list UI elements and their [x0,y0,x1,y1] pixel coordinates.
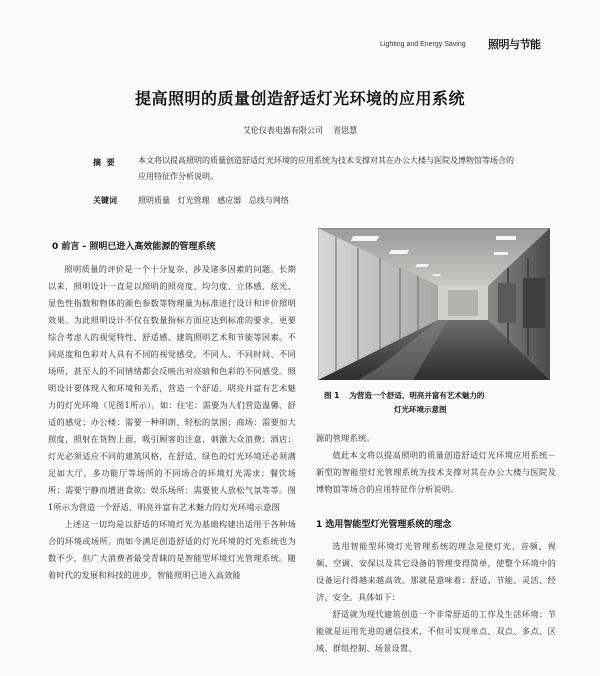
right-column-body [316,430,556,498]
figure-1-caption-line-2: 灯光环境示意图 [394,405,447,414]
figure-1-caption-line-1: 为营造一个舒适、明亮并富有艺术魅力的 [349,391,485,400]
running-header-english: Lighting and Energy Saving [380,41,466,48]
continued-text: 源的管理系统。 [316,433,375,443]
abstract-label: 摘 要 [93,158,115,167]
section-1-paragraph-1: 选用智能型环境灯光管理系统的理念是使灯光、音频、视频、空调、安保以及其它设备的管理变得简单，使整个环境中的设备运行得越来越高效。那就是意味着：舒适、节能、灵活、经济、安全。具体如下： [316,541,556,602]
section-0-paragraph-2: 上述这一切均是以舒适的环境灯光为基础构建出适用于各种场合的环境或场所。而如今满足创造舒适的灯光环境的灯光系统也为数不少，但广大消费者最受青睐的是智能型环境灯光管理系统。随着时代的发展和科技的进步，智能照明已进入高效能 [48,519,296,580]
section-1-paragraph-2: 舒适就为现代建筑创造一个非常舒适的工作及生活环境；节能就是运用先进的通信技术，不但可实现单点、双点、多点、区域、群组控制、场景设置、 [316,609,556,653]
keywords-label: 关键词 [93,196,117,205]
section-0-body [48,261,296,584]
keywords-text: 照明质量 灯光管理 感应器 总线与网络 [138,196,289,205]
section-0-paragraph-1: 照明质量的评价是一个十分复杂、涉及诸多因素的问题。长期以来，照明设计一直是以照明的照亮度、均匀度、立体感、炫光、显色性指数和物体的颜色参数等物理量为标准进行设计和评价照明效果。为此照明设计不仅在数量指标方面应达到标准的要求，更要综合考虑人的视觉特性、舒适感、建筑照明艺术和节能等因素。不同亮度和色彩对人具有不同的视觉感受，不同人、不同时间、不同场所，甚至人的不同情绪都会反映出对亮暗和色彩的不同感受。照明设计要体现人和环境和关系，营造一个舒适、明亮并富有艺术魅力的灯光环境（见图1所示）。如：住宅：需要为人们营造温馨、舒适的感觉；办公楼：需要一种明朗、轻松的氛围；商场：需要加大照度，照射在货物上面，吸引顾客的注意，刺激大众消费；酒店：灯光必须适应不同的建筑风格，在舒适、绿色的灯光环境还必须满足如大厅，多功能厅等场所的不同场合的环境灯光需求；餐饮场所：需要宁静而增进食欲；娱乐场所：需要使人放松气氛等等。图1所示为营造一个舒适、明亮并富有艺术魅力的灯光环境示意图 [48,264,296,512]
author-line: 艾伦仪表电器有限公司 晋思慧 [242,126,358,135]
running-header-chinese: 照明与节能 [488,38,541,51]
figure-1-caption [318,389,550,417]
intro-paragraph: 值此本文将以提高照明的质量创造舒适灯光环境应用系统－新型的智能型灯光管理系统为技术支撑对其在办公大楼与医院及博物馆等场合的应用特征作分析说明。 [316,450,556,494]
section-0-heading: 0 前言 - 照明已进入高效能源的管理系统 [52,242,216,252]
figure-1-label: 图 1 [324,391,340,400]
section-1-heading: 1 选用智能型灯光管理系统的理念 [316,520,452,530]
abstract-text: 本文将以提高照明的质量创造舒适灯光环境的应用系统为技术支撑对其在办公大楼与医院及博物馆等场合的应用特征作分析说明。 [138,156,514,181]
section-1-body [316,538,556,657]
figure-1-photo [318,228,550,380]
article-title: 提高照明的质量创造舒适灯光环境的应用系统 [134,89,465,108]
